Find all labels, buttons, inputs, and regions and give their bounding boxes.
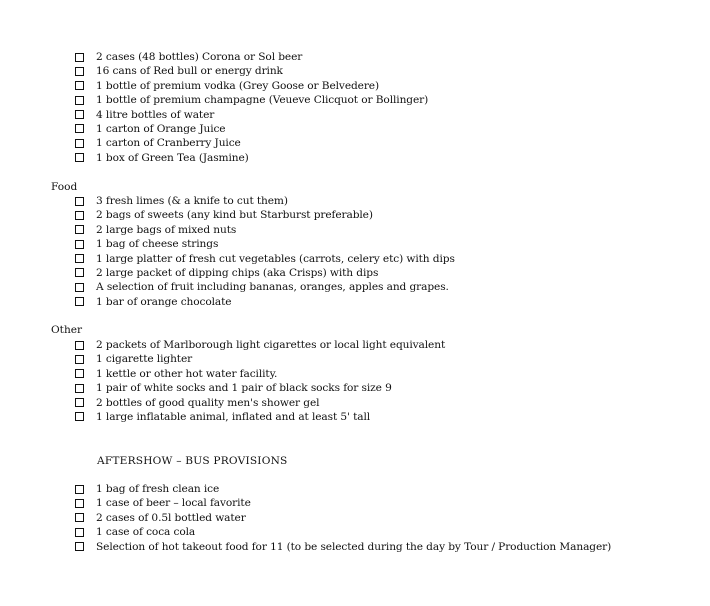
- checkbox-icon[interactable]: [75, 197, 84, 206]
- checkbox-icon[interactable]: [75, 369, 84, 378]
- checklist-item-label: 1 pair of white socks and 1 pair of black socks for size 9: [96, 382, 392, 395]
- checkbox-icon[interactable]: [75, 398, 84, 407]
- checkbox-icon[interactable]: [75, 412, 84, 421]
- checkbox-icon[interactable]: [75, 297, 84, 306]
- checkbox-icon[interactable]: [75, 124, 84, 133]
- checkbox-icon[interactable]: [75, 110, 84, 119]
- checklist-item-label: 1 case of beer – local favorite: [96, 497, 251, 510]
- checklist-item-label: Selection of hot takeout food for 11 (to be selected during the day by Tour / Production Manager): [96, 540, 612, 553]
- checklist-item-label: 1 cigarette lighter: [96, 353, 193, 366]
- checklist-item-label: 2 cases (48 bottles) Corona or Sol beer: [96, 51, 303, 63]
- checkbox-icon[interactable]: [75, 528, 84, 537]
- checklist-item-label: 1 case of coca cola: [96, 526, 196, 539]
- checkbox-icon[interactable]: [75, 96, 84, 105]
- checklist-item-label: 2 bottles of good quality men's shower gel: [96, 396, 320, 409]
- checkbox-icon[interactable]: [75, 67, 84, 76]
- checkbox-icon[interactable]: [75, 139, 84, 148]
- checklist-item-label: 1 bar of orange chocolate: [96, 295, 232, 308]
- checklist-item-label: 1 carton of Orange Juice: [96, 122, 226, 135]
- checkbox-icon[interactable]: [75, 153, 84, 162]
- checkbox-icon[interactable]: [75, 53, 84, 62]
- checklist-item-label: 1 bag of cheese strings: [96, 238, 219, 251]
- checkbox-icon[interactable]: [75, 341, 84, 350]
- checklist-item-label: 2 large bags of mixed nuts: [96, 223, 237, 236]
- checkbox-icon[interactable]: [75, 268, 84, 277]
- checkbox-icon[interactable]: [75, 384, 84, 393]
- checkbox-icon[interactable]: [75, 513, 84, 522]
- checklist-item-label: 1 bottle of premium champagne (Veueve Clicquot or Bollinger): [96, 94, 429, 107]
- checklist-item-label: 1 large platter of fresh cut vegetables (carrots, celery etc) with dips: [96, 252, 455, 265]
- checkbox-icon[interactable]: [75, 499, 84, 508]
- checklist-item-label: 3 fresh limes (& a knife to cut them): [96, 195, 288, 207]
- checkbox-icon[interactable]: [75, 485, 84, 494]
- checklist-item-label: 2 cases of 0.5l bottled water: [96, 511, 246, 524]
- aftershow-section-heading: AFTERSHOW – BUS PROVISIONS: [97, 455, 288, 467]
- checkbox-icon[interactable]: [75, 81, 84, 90]
- checklist-item-label: 2 large packet of dipping chips (aka Crisps) with dips: [96, 266, 379, 279]
- checklist-item-label: A selection of fruit including bananas, oranges, apples and grapes.: [96, 281, 449, 294]
- checklist-item-label: 1 carton of Cranberry Juice: [96, 137, 241, 150]
- checklist-item-label: 16 cans of Red bull or energy drink: [96, 65, 283, 78]
- checklist-item-label: 4 litre bottles of water: [96, 108, 215, 121]
- checklist-item-label: 2 packets of Marlborough light cigarettes or local light equivalent: [96, 339, 446, 351]
- checklist-item-label: 1 kettle or other hot water facility.: [96, 367, 278, 380]
- checkbox-icon[interactable]: [75, 283, 84, 292]
- checklist-item-label: 1 box of Green Tea (Jasmine): [96, 151, 249, 164]
- checkbox-icon[interactable]: [75, 240, 84, 249]
- checklist-item-label: 1 bottle of premium vodka (Grey Goose or Belvedere): [96, 79, 380, 92]
- food-section-heading: Food: [51, 181, 78, 193]
- checkbox-icon[interactable]: [75, 254, 84, 263]
- checklist-item-label: 1 large inflatable animal, inflated and at least 5' tall: [96, 410, 371, 423]
- checkbox-icon[interactable]: [75, 542, 84, 551]
- other-section-heading: Other: [51, 324, 83, 336]
- checkbox-icon[interactable]: [75, 355, 84, 364]
- checklist-item-label: 1 bag of fresh clean ice: [96, 483, 220, 495]
- checkbox-icon[interactable]: [75, 225, 84, 234]
- checklist-item-label: 2 bags of sweets (any kind but Starburst preferable): [96, 209, 373, 222]
- checkbox-icon[interactable]: [75, 211, 84, 220]
